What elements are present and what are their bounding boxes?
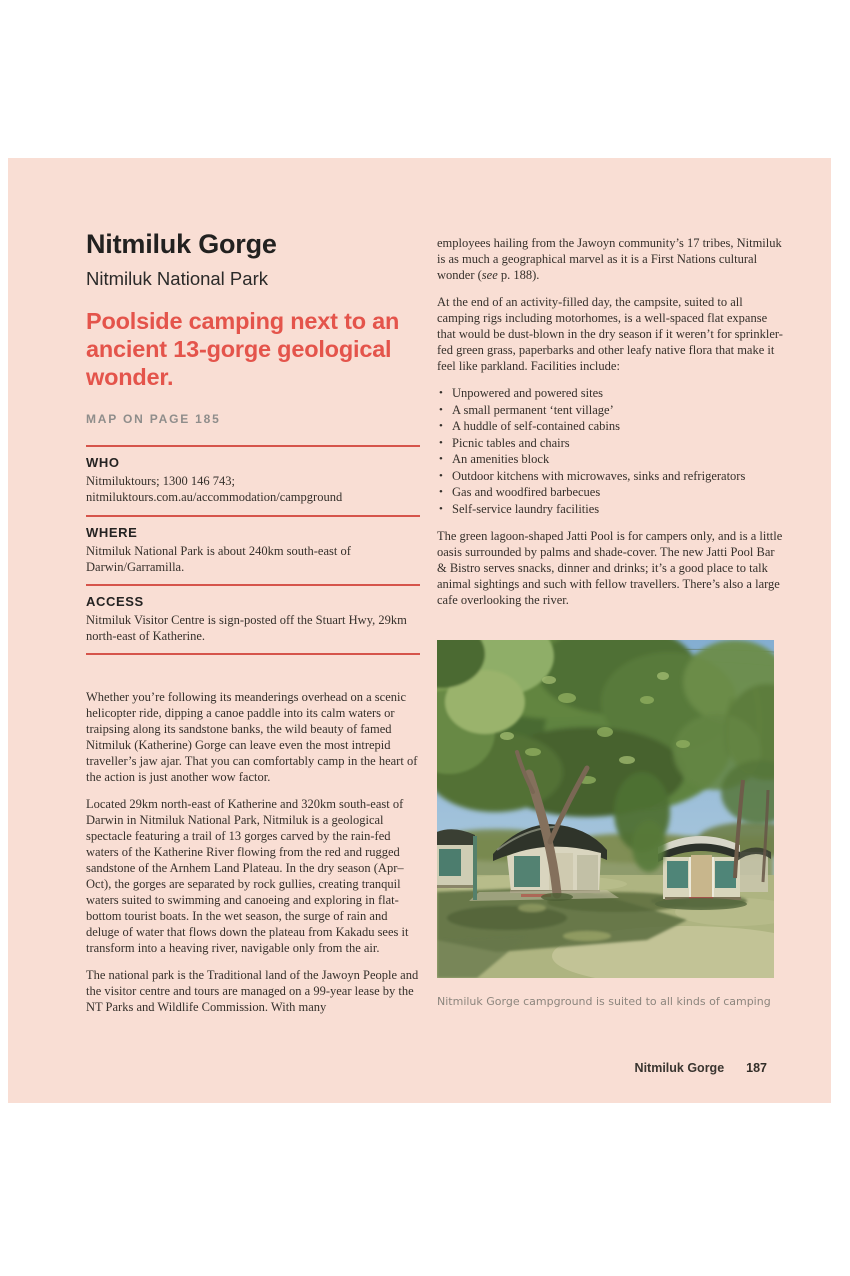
access-label: ACCESS	[86, 594, 144, 609]
body-paragraph: The green lagoon-shaped Jatti Pool is for campers only, and is a little oasis surrounded by palms and shade-cover. The new Jatti Pool Bar & Bistro serves snacks, dinner and drinks; it’s a good place to talk animal sightings and such with fellow travellers. There’s also a large cafe overlooking the river.	[437, 529, 783, 607]
bullet-icon: •	[439, 387, 443, 399]
bullet-icon: •	[439, 436, 443, 449]
info-block	[86, 445, 420, 655]
page-subtitle: Nitmiluk National Park	[86, 268, 268, 290]
bullet-icon: •	[439, 453, 443, 465]
facility-item: • Gas and woodfired barbecues	[439, 485, 601, 499]
facility-item: • An amenities block	[439, 452, 550, 466]
page-title: Nitmiluk Gorge	[86, 229, 277, 259]
who-label: WHO	[86, 455, 120, 470]
bullet-icon: •	[439, 502, 443, 515]
body-paragraph: employees hailing from the Jawoyn community’s 17 tribes, Nitmiluk is as much a geographical marvel as it is a First Nations cultural wonder (see p. 188).	[437, 236, 782, 282]
left-column-body	[86, 689, 422, 1026]
where-text: Nitmiluk National Park is about 240km south-east of Darwin/Garramilla.	[86, 544, 351, 574]
map-reference: MAP ON PAGE 185	[86, 412, 221, 427]
section-divider	[86, 515, 420, 517]
photo-caption: Nitmiluk Gorge campground is suited to all kinds of camping	[437, 995, 771, 1008]
page	[8, 158, 831, 1103]
bullet-icon: •	[439, 420, 443, 432]
footer-section-title: Nitmiluk Gorge	[634, 1061, 725, 1075]
facility-item: • Picnic tables and chairs	[439, 435, 570, 450]
facility-item: • A small permanent ‘tent village’	[439, 402, 614, 417]
body-paragraph: The national park is the Traditional land of the Jawoyn People and the visitor centre and tours are managed on a 99-year lease by the NT Parks and Wildlife Commission. With many	[86, 968, 419, 1014]
who-line-2: nitmiluktours.com.au/accommodation/campground	[86, 490, 343, 504]
page-header	[86, 229, 420, 426]
section-divider	[86, 584, 420, 586]
facility-item: • Self-service laundry facilities	[439, 501, 600, 516]
facility-item: • Outdoor kitchens with microwaves, sinks and refrigerators	[439, 468, 746, 483]
facility-item: • A huddle of self-contained cabins	[439, 419, 621, 433]
facility-item: • Unpowered and powered sites	[439, 386, 603, 400]
section-divider	[86, 653, 420, 655]
body-paragraph: Located 29km north-east of Katherine and 320km south-east of Darwin in Nitmiluk National Park, Nitmiluk is a geological spectacle featuring a trail of 13 gorges carved by the rain-fed waters of the Katherine River flowing from the red and rugged sandstone of the Arnhem Land Plateau. In the dry season (Apr–Oct), the gorges are separated by rock gullies, creating tranquil waters suited to swimming and canoeing and exploring in flat-bottom tourist boats. In the wet season, the surge of rain and deluge of water that flows down the plateau from Kakadu sees it transform into a heaving river, navigable only from the air.	[86, 797, 409, 955]
access-text: Nitmiluk Visitor Centre is sign-posted off the Stuart Hwy, 29km north-east of Katherine.	[86, 613, 407, 643]
bullet-icon: •	[439, 486, 443, 498]
where-label: WHERE	[86, 525, 138, 540]
campground-photo	[437, 640, 774, 978]
bullet-icon: •	[439, 403, 443, 416]
tagline: Poolside camping next to an ancient 13-gorge geological wonder.	[86, 308, 400, 391]
right-column-body	[437, 235, 786, 619]
bullet-icon: •	[439, 469, 443, 482]
facilities-list	[437, 385, 786, 517]
section-divider	[86, 445, 420, 447]
page-footer	[635, 1061, 767, 1075]
who-line-1: Nitmiluktours; 1300 146 743;	[86, 474, 235, 488]
footer-page-number: 187	[746, 1061, 767, 1075]
body-paragraph: Whether you’re following its meanderings overhead on a scenic helicopter ride, dipping a canoe paddle into its calm waters or traipsing along its sandstone banks, the wild beauty of famed Nitmiluk (Katherine) Gorge can leave even the most intrepid traveller’s jaw ajar. That you can comfortably camp in the heart of the action is just another wow factor.	[86, 690, 418, 784]
body-paragraph: At the end of an activity-filled day, the campsite, suited to all camping rigs including motorhomes, is a well-spaced flat expanse that would be dust-blown in the dry season if it weren’t for sprinkler-fed green grass, paperbarks and other leafy native flora that make it feel like parkland. Facilities include:	[437, 295, 783, 373]
